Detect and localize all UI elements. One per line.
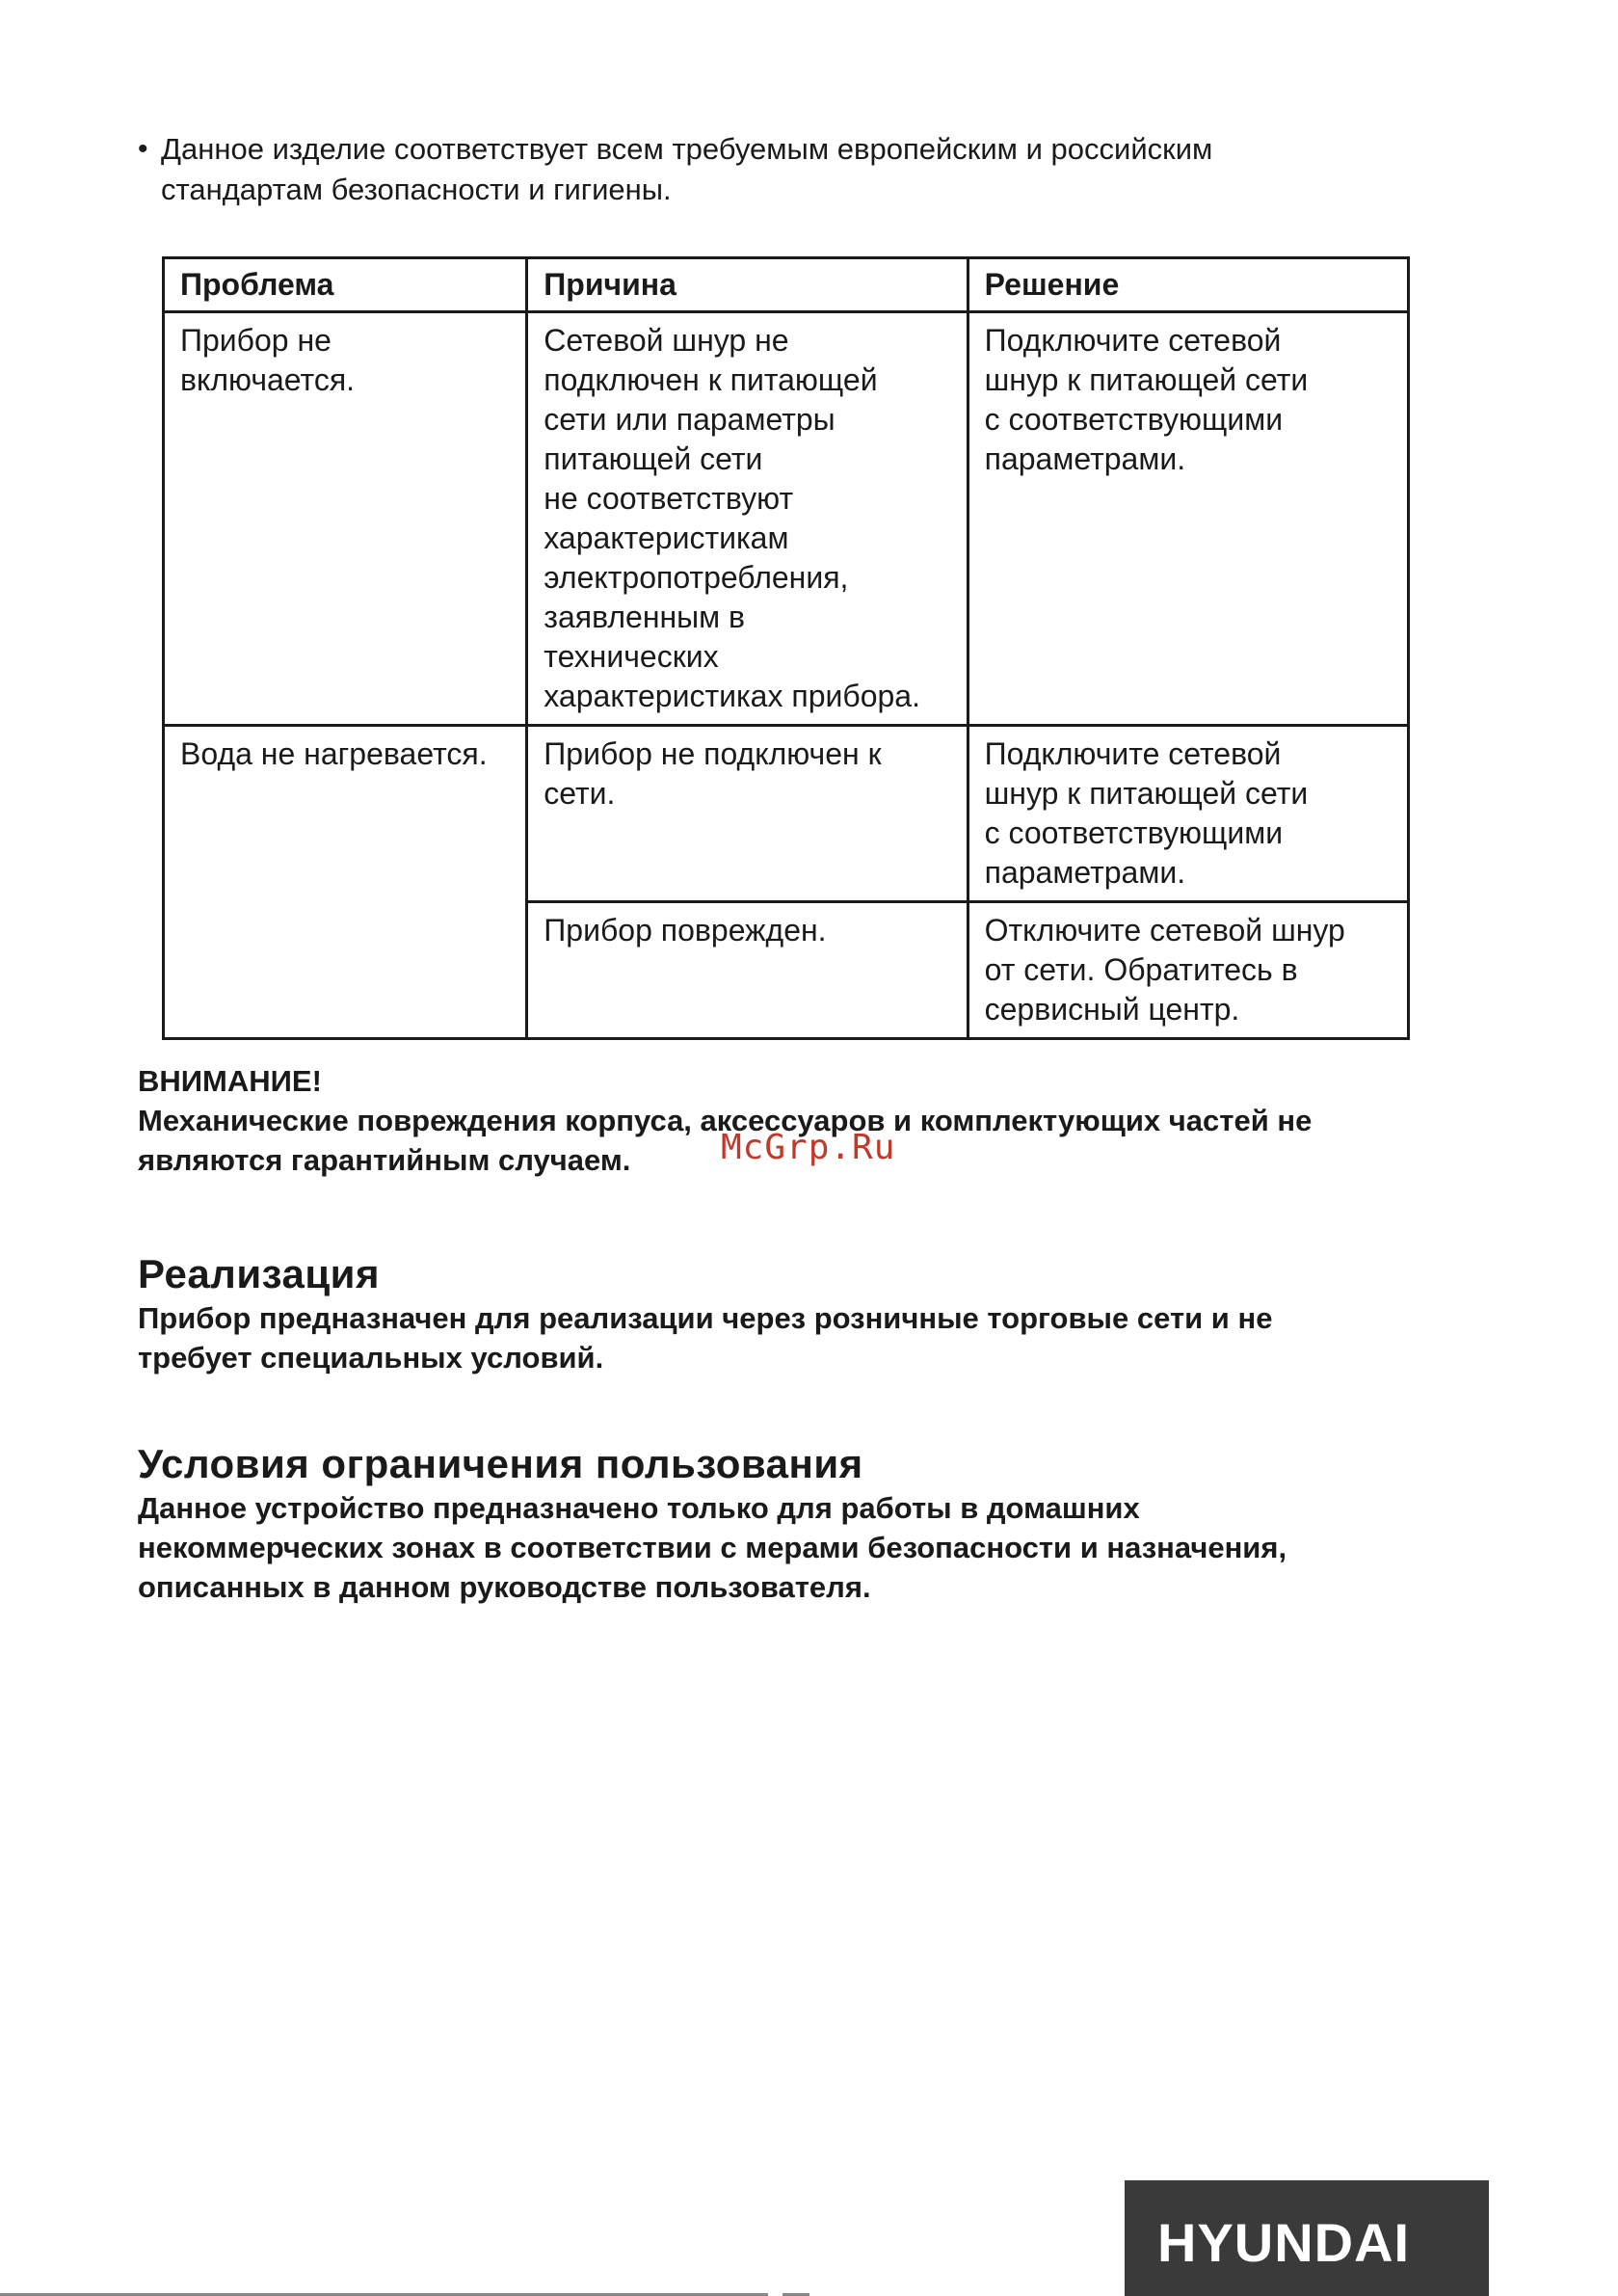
compliance-bullet-line1 — [138, 129, 1448, 170]
cell-solution — [968, 902, 1408, 1039]
text-line: Вода не нагревается. — [180, 736, 488, 771]
brand-logo: HYUNDAI — [1157, 2212, 1411, 2273]
realization-text-line1: Прибор предназначен для реализации через розничные торговые сети и не — [138, 1301, 1273, 1335]
compliance-text-line1: Данное изделие соответствует всем требуемым европейским и российским — [161, 132, 1213, 166]
header-problem: Проблема — [164, 258, 527, 312]
text-line: с соответствующими — [984, 815, 1284, 850]
table-header-row — [164, 258, 1409, 312]
restrictions-heading: Условия ограничения пользования — [138, 1441, 863, 1486]
text-line: подключен к питающей — [544, 362, 878, 397]
text-line: включается. — [180, 362, 356, 397]
text-line: Сетевой шнур не — [544, 323, 789, 358]
text-line: шнур к питающей сети — [984, 776, 1309, 811]
cell-cause — [527, 312, 968, 726]
realization-heading: Реализация — [138, 1251, 381, 1296]
cell-solution — [968, 726, 1408, 902]
text-line: от сети. Обратитесь в — [984, 952, 1298, 987]
cell-cause — [527, 726, 968, 902]
brand-logo-box — [1125, 2180, 1489, 2296]
text-line: параметрами. — [984, 441, 1186, 476]
cell-problem — [164, 726, 527, 1039]
restrictions-text-line3: описанных в данном руководстве пользователя. — [138, 1570, 871, 1604]
text-line: электропотребления, — [544, 560, 849, 595]
text-line: питающей сети — [544, 441, 763, 476]
bullet-dot: • — [138, 133, 148, 165]
text-line: сети или параметры — [544, 402, 836, 437]
realization-section — [138, 1250, 1448, 1377]
text-line: Подключите сетевой — [984, 736, 1282, 771]
text-line: характеристиках прибора. — [544, 679, 920, 713]
text-line: Прибор не подключен к — [544, 736, 882, 771]
text-line: характеристикам — [544, 521, 789, 555]
compliance-bullet — [138, 129, 1448, 210]
troubleshooting-table — [162, 256, 1410, 1040]
restrictions-text-line2: некоммерческих зонах в соответствии с мерами безопасности и назначения, — [138, 1531, 1287, 1564]
text-line: сети. — [544, 776, 616, 811]
text-line: с соответствующими — [984, 402, 1284, 437]
restrictions-section — [138, 1440, 1448, 1607]
text-line: не соответствуют — [544, 481, 794, 516]
text-line: Отключите сетевой шнур — [984, 913, 1345, 948]
warning-title: ВНИМАНИЕ! — [138, 1064, 322, 1098]
text-line: Подключите сетевой — [984, 323, 1282, 358]
header-solution: Решение — [968, 258, 1408, 312]
text-line: параметрами. — [984, 855, 1186, 890]
warning-text-line2: являются гарантийным случаем. — [138, 1143, 631, 1177]
text-line: шнур к питающей сети — [984, 362, 1309, 397]
table-row — [164, 312, 1409, 726]
compliance-bullet-line2 — [138, 170, 1448, 210]
cell-problem — [164, 312, 527, 726]
restrictions-text-line1: Данное устройство предназначено только для работы в домашних — [138, 1491, 1140, 1525]
compliance-text-line2: стандартам безопасности и гигиены. — [161, 173, 672, 206]
text-line: технических — [544, 639, 719, 674]
text-line: заявленным в — [544, 600, 746, 634]
cell-cause — [527, 902, 968, 1039]
text-line: Прибор не — [180, 323, 332, 358]
warning-text-line1: Механические повреждения корпуса, аксессуаров и комплектующих частей не — [138, 1104, 1313, 1137]
cell-solution — [968, 312, 1408, 726]
header-cause: Причина — [527, 258, 968, 312]
realization-text-line2: требует специальных условий. — [138, 1341, 604, 1375]
watermark-text: McGrp.Ru — [721, 1128, 896, 1167]
bullet-indent — [138, 170, 161, 210]
text-line: сервисный центр. — [984, 992, 1240, 1027]
text-line: Прибор поврежден. — [544, 913, 827, 948]
table-row — [164, 726, 1409, 902]
